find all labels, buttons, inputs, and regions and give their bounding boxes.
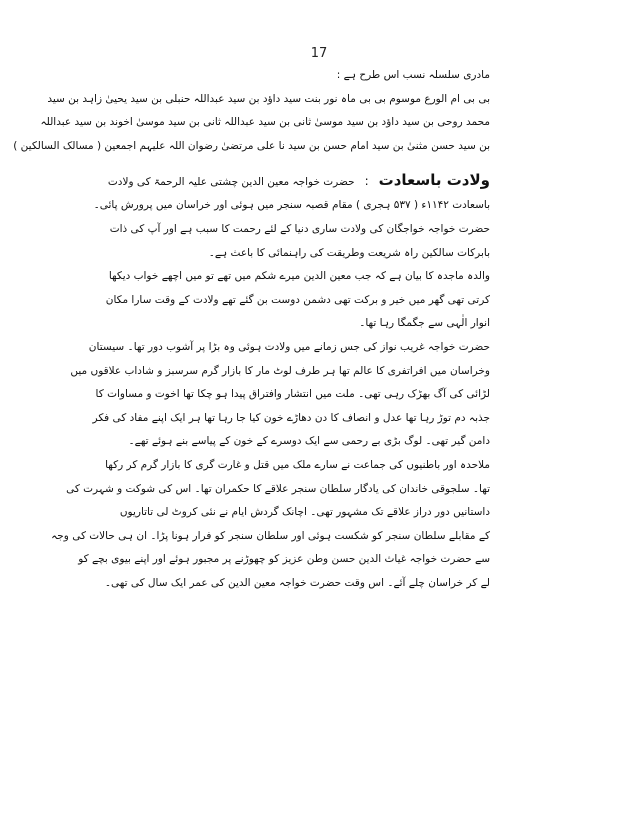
section-colon: : (364, 174, 369, 189)
lineage-line: بی بی ام الورع موسوم بی بی ماہ نور بنت سید داؤد بن سید عبداللہ حنبلی بن سید یحییٰ زاہد بن سید (47, 92, 490, 105)
body-line: لے کر خراسان چلے آئے۔ اس وقت حضرت خواجہ معین الدین کی عمر ایک سال کی تھی۔ (104, 576, 490, 589)
section-heading-text: حضرت خواجہ معین الدین چشتی علیہ الرحمۃ کی ولادت (107, 176, 355, 189)
spacer (170, 158, 490, 166)
body-line: جذبہ دم توڑ رہا تھا عدل و انصاف کا دن دھاڑے خون کیا جا رہا تھا ہر ایک اپنے مفاد کی فکر (92, 411, 490, 424)
body-line: باسعادت ۱۱۴۲ء ( ۵۳۷ ہجری ) مقام قصبہ سنجر میں ہوئی اور خراسان میں پرورش پائی۔ (93, 199, 490, 212)
page-number: 17 (310, 46, 328, 61)
body-line: ملاحدہ اور باطنیوں کی جماعت نے سارے ملک میں قتل و غارت گری کا بازار گرم کر رکھا (105, 458, 490, 471)
body-line: سے حضرت خواجہ غیاث الدین حسن وطن عزیز کو چھوڑنے پر مجبور ہوئے اور اپنے بیوی بچے کو (78, 553, 490, 566)
lineage-line: محمد روحی بن سید داؤد بن سید موسیٰ ثانی بن سید عبداللہ ثانی بن سید موسیٰ اخوند بن سید عبداللہ (40, 116, 490, 129)
body-line: کے مقابلے سلطان سنجر کو شکست ہوئی اور سلطان سنجر کو فرار ہونا پڑا۔ ان ہی حالات کی وجہ (51, 529, 490, 542)
section-heading-row (107, 166, 490, 194)
body-line: حضرت خواجہ غریب نواز کی جس زمانے میں ولادت ہوئی وہ بڑا پر آشوب دور تھا۔ سیستان (88, 340, 490, 353)
body-line: دامن گیر تھی۔ لوگ بڑی بے رحمی سے ایک دوسرے کے خون کے پیاسے بنے ہوئے تھے۔ (128, 435, 490, 448)
lineage-line: بن سید حسن مثنیٰ بن سید امام حسن بن سید نا علی مرتضیٰ رضوان اللہ علیہم اجمعین ( مسالک السالکین ) (13, 139, 490, 152)
lineage-intro: مادری سلسلہ نسب اس طرح ہے : (336, 69, 490, 81)
section-heading: ولادت باسعادت (378, 171, 490, 190)
body-line: بابرکات سالکین راہ شریعت وطریقت کی راہنمائی کا باعث ہے۔ (208, 246, 490, 259)
body-line: تھا۔ سلجوقی خاندان کی یادگار سلطان سنجر علاقے کا حکمران تھا۔ اس کی شوکت و شہرت کی (66, 482, 490, 495)
body-line: حضرت خواجہ خواجگان کی ولادت ساری دنیا کے لئے رحمت کا سبب ہے اور آپ کی ذات (109, 222, 490, 235)
body-line: داستانیں دور دراز علاقے تک مشہور تھی۔ اچانک گردش ایام نے نئی کروٹ لی تاتاریوں (119, 506, 490, 519)
body-line: والدہ ماجدہ کا بیان ہے کہ جب معین الدین میرے شکم میں تھے تو میں اچھے خواب دیکھا (108, 270, 490, 283)
body-line: انوار الٰہی سے جگمگا رہا تھا۔ (359, 317, 490, 330)
body-line: لڑائی کی آگ بھڑک رہی تھی۔ ملت میں انتشار وافتراق پیدا ہو چکا تھا اخوت و مساوات کا (95, 388, 490, 401)
body-line: کرتی تھی گھر میں خیر و برکت تھی دشمن دوست بن گئے تھے ولادت کے وقت سارا مکان (105, 293, 490, 306)
page-text (13, 64, 490, 595)
body-line: وخراسان میں افراتفری کا عالم تھا ہر طرف لوٹ مار کا بازار گرم سرسبز و شاداب علاقوں میں (70, 364, 490, 377)
